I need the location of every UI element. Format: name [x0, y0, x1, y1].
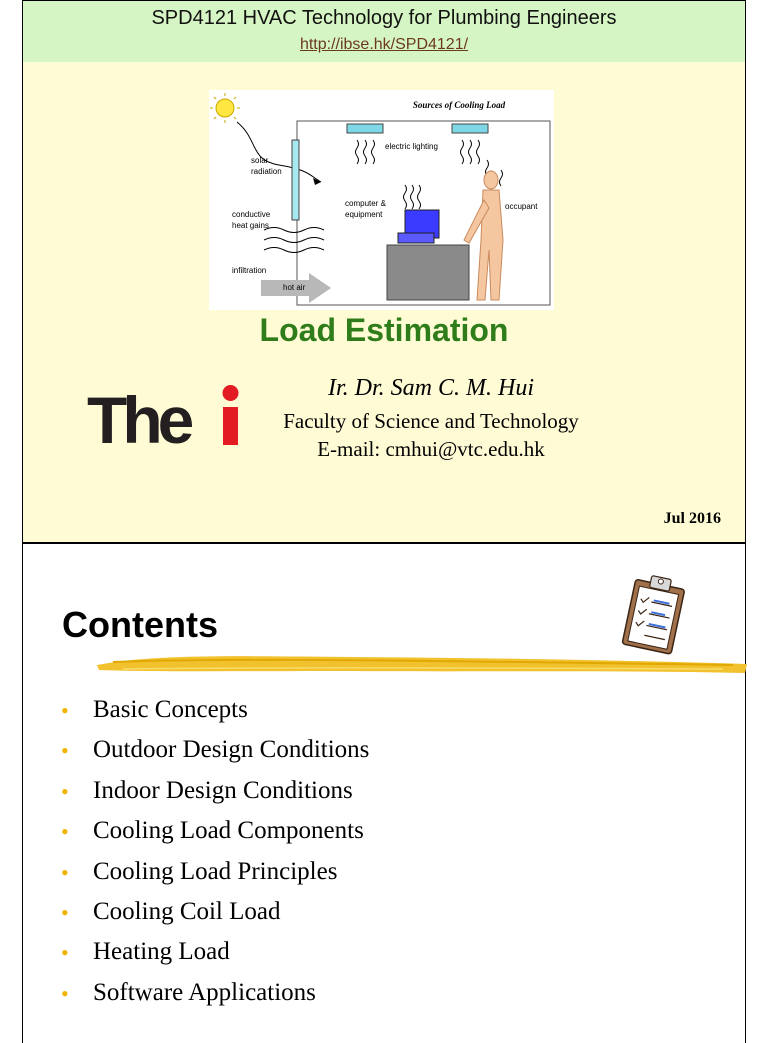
cooling-load-diagram [209, 90, 554, 310]
title-slide [22, 0, 746, 543]
author-faculty: Faculty of Science and Technology [283, 409, 579, 433]
bullet-icon: • [61, 859, 69, 885]
author-name: Ir. Dr. Sam C. M. Hui [327, 375, 534, 401]
thei-logo [87, 383, 247, 455]
label-electric-lighting: electric lighting [385, 142, 438, 151]
slide-date: Jul 2016 [663, 510, 721, 527]
bullet-icon: • [61, 738, 69, 764]
label-conductive-1: conductive [232, 210, 271, 219]
clipboard-checklist-icon [619, 572, 691, 656]
course-url-link[interactable]: http://ibse.hk/SPD4121/ [299, 36, 469, 53]
bullet-icon: • [61, 698, 69, 723]
list-item-label: Heating Load [93, 938, 230, 966]
course-title: SPD4121 HVAC Technology for Plumbing Engineers [151, 7, 617, 29]
bullet-icon: • [61, 980, 69, 1006]
contents-slide [22, 543, 746, 1043]
logo-i-dot [223, 385, 239, 401]
diagram-title: Sources of Cooling Load [412, 100, 506, 110]
list-item-label: Outdoor Design Conditions [93, 736, 370, 764]
list-item-label: Cooling Coil Load [93, 897, 281, 925]
list-item-label: Cooling Load Components [93, 817, 364, 845]
sun-icon [210, 93, 240, 123]
logo-i-stem [223, 407, 238, 445]
slide-header [23, 1, 745, 62]
bullet-icon: • [61, 778, 69, 804]
occupant-figure [464, 171, 503, 300]
label-hot-air: hot air [283, 283, 306, 292]
label-solar-2: radiation [251, 167, 282, 176]
logo-text: The [87, 383, 190, 455]
light-fixture-2 [452, 124, 488, 133]
presentation-title: Load Estimation [259, 312, 509, 348]
contents-title: Contents [62, 604, 218, 645]
label-computer-2: equipment [345, 210, 383, 219]
list-item-label: Cooling Load Principles [93, 857, 338, 885]
label-computer-1: computer & [345, 199, 386, 208]
desk [387, 245, 469, 300]
list-item-label: Indoor Design Conditions [93, 776, 353, 804]
bullet-icon: • [61, 819, 69, 845]
label-infiltration: infiltration [232, 266, 267, 275]
light-fixture-1 [347, 124, 383, 133]
label-conductive-2: heat gains [232, 221, 269, 230]
author-email: E-mail: cmhui@vtc.edu.hk [317, 437, 545, 461]
label-occupant: occupant [505, 202, 538, 211]
computer-base [398, 233, 434, 243]
window [292, 140, 299, 220]
label-solar-1: solar [251, 156, 269, 165]
list-item-label: Basic Concepts [93, 696, 248, 723]
bullet-icon: • [61, 940, 69, 966]
list-item-label: Software Applications [93, 978, 316, 1006]
bullet-icon: • [61, 899, 69, 925]
